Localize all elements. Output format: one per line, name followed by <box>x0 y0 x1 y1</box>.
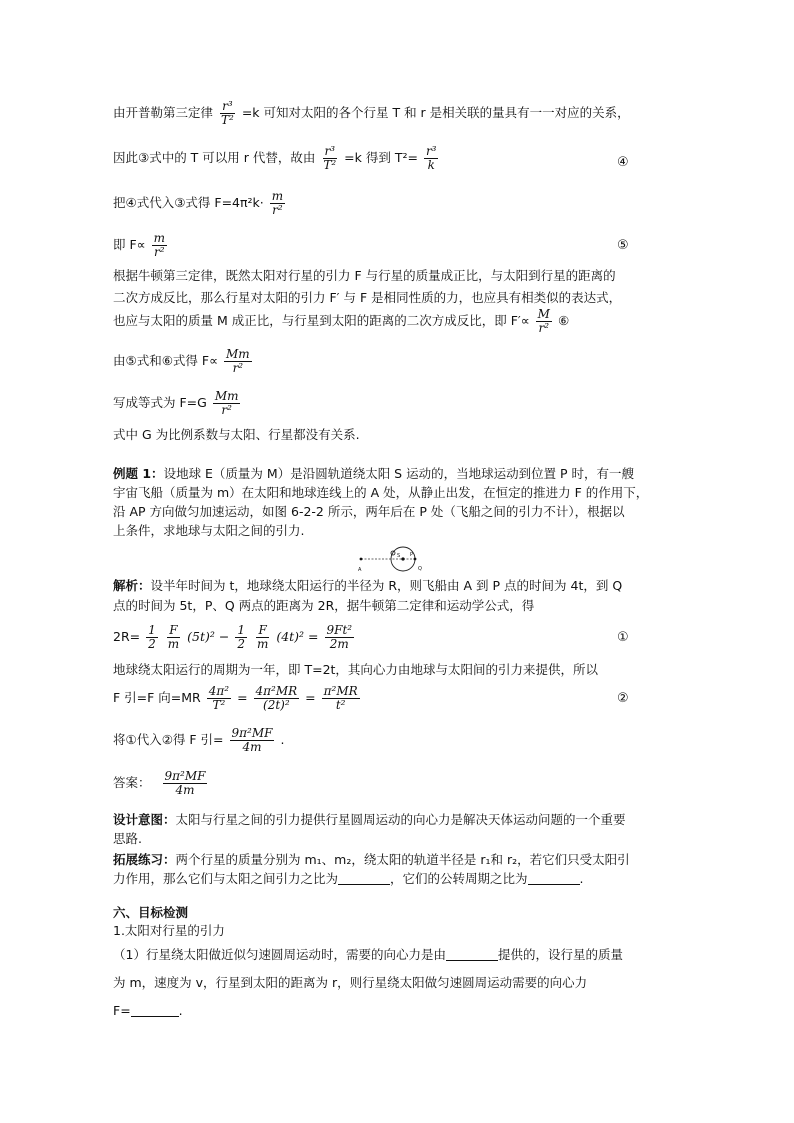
equation-number-4: ④ <box>617 155 629 170</box>
sun-S <box>401 557 404 560</box>
analysis-line-2: 点的时间为 5t，P、Q 两点的距离为 2R，据牛顿第二定律和运动学公式，得 <box>113 598 535 613</box>
design-line-1: 设计意图：太阳与行星之间的引力提供行星圆周运动的向心力是解决天体运动问题的一个重要 <box>113 812 626 827</box>
equation-number-2: ② <box>617 691 629 706</box>
derivation-line-1: 由开普勒第三定律 $\frac{\text{r³}}{\text{T²}}$ =k 可知对太阳的各个行星 T 和 r 是相关联的量具有一一对应的关系， <box>113 99 630 127</box>
example-line-4: 上条件，求地球与太阳之间的引力. <box>113 523 305 538</box>
example-line-3: 沿 AP 方向做匀加速运动，如图 6-2-2 所示，两年后在 P 处（飞船之间的引力不计），根据以 <box>113 504 625 519</box>
answer-fraction: $\frac{\text{9π²MF}}{4m}$ <box>164 769 206 797</box>
answer-blank[interactable] <box>131 1004 179 1017</box>
example-line-2: 宇宙飞船（质量为 m）在太阳和地球连线上的 A 处，从静止出发，在恒定的推进力 F 的作用下， <box>113 485 649 500</box>
answer-line <box>113 770 209 797</box>
equation-number-1: ① <box>617 630 629 645</box>
answer-blank[interactable] <box>446 948 498 961</box>
analysis-line-1: 解析：设半年时间为 t，地球绕太阳运行的半径为 R，则飞船由 A 到 P 点的时间为 4t，到 Q <box>113 578 623 593</box>
derivation-line-4: 即 F∝ $\frac{m}{\text{r²}}$ <box>113 231 165 259</box>
fraction-Mm-r2: $\frac{Mm}{\text{r²}}$ <box>226 347 250 375</box>
equation-number-5: ⑤ <box>617 238 629 253</box>
equation-1: 2R= $\frac{1}{2}$ $\frac{F}{m}$ (5t)² − $\frac{1}{2}$ $\frac{F}{m}$ (4t)² = $\frac{\text{9Ft²}}{2m}$ <box>113 623 353 651</box>
analysis-line-4: 将①代入②得 F 引= $\frac{\text{9π²MF}}{4m}$ . <box>113 726 285 754</box>
fraction-r3-k: $\frac{\text{r³}}{k}$ <box>425 144 437 172</box>
design-label: 设计意图： <box>113 812 176 827</box>
derivation-line-3: 把④式代入③式得 F=4π²k· $\frac{m}{\text{r²}}$ <box>113 189 284 217</box>
orbit-figure <box>355 544 435 574</box>
figure-label-P: P <box>410 552 414 558</box>
point-P <box>414 558 417 561</box>
design-line-2: 思路. <box>113 831 142 846</box>
extension-line-1: 拓展练习：两个行星的质量分别为 m₁、m₂，绕太阳的轨道半径是 r₁和 r₂，若它们只受太阳引 <box>113 852 630 867</box>
question-line-3: F= . <box>113 1003 183 1018</box>
example-label: 例题 1： <box>113 466 164 481</box>
fraction-M-r2: $\frac{M}{\text{r²}}$ <box>537 307 550 335</box>
derivation-line-2: 因此③式中的 T 可以用 r 代替，故由 $\frac{\text{r³}}{\text{T²}}$ =k 得到 T²= $\frac{\text{r³}}{k}$ <box>113 144 437 172</box>
analysis-line-3: 地球绕太阳运行的周期为一年，即 T=2t，其向心力由地球与太阳间的引力来提供，所以 <box>113 662 598 677</box>
derivation-line-6: 二次方成反比，那么行星对太阳的引力 F′ 与 F 是相同性质的力，也应具有相类似的表达式， <box>113 290 622 305</box>
extension-label: 拓展练习： <box>113 852 176 867</box>
extension-line-2: 力作用，那么它们与太阳之间引力之比为 ，它们的公转周期之比为 . <box>113 871 584 886</box>
answer-blank[interactable] <box>528 872 580 885</box>
figure-label-S: S <box>397 553 401 559</box>
fraction-r3-T2: $\frac{\text{r³}}{\text{T²}}$ <box>323 144 337 172</box>
answer-label: 答案： <box>113 775 151 790</box>
question-line-1: （1）行星绕太阳做近似匀速圆周运动时，需要的向心力是由 提供的，设行星的质量 <box>113 947 623 962</box>
derivation-line-7: 也应与太阳的质量 M 成正比，与行星到太阳的距离的二次方成反比，即 F′∝ $\frac{M}{\text{r²}}$ ⑥ <box>113 307 570 335</box>
equation-number-6: ⑥ <box>557 313 570 328</box>
equation-2: F 引=F 向=MR $\frac{\text{4π²}}{\text{T²}}$ = $\frac{\text{4π²MR}}{\text{(2t)²}}$ = $\frac{\text{π²MR}}{\text{t²}}$ <box>113 684 358 712</box>
answer-blank[interactable] <box>338 872 390 885</box>
derivation-line-5: 根据牛顿第三定律，既然太阳对行星的引力 F 与行星的质量成正比，与太阳到行星的距离的 <box>113 268 616 283</box>
subsection-heading: 1.太阳对行星的引力 <box>113 923 225 938</box>
example-line-1: 例题 1：设地球 E（质量为 M）是沿圆轨道绕太阳 S 运动的，当地球运动到位置 P 时，有一艘 <box>113 466 635 481</box>
fraction-m-r2: $\frac{m}{\text{r²}}$ <box>153 231 165 259</box>
section-heading: 六、目标检测 <box>113 905 189 920</box>
fraction-Mm-r2: $\frac{Mm}{\text{r²}}$ <box>214 389 239 417</box>
fraction-m-r2: $\frac{m}{\text{r²}}$ <box>271 189 284 217</box>
figure-label-Q: Q <box>418 566 422 572</box>
fraction-r3-T2: $\frac{\text{r³}}{\text{T²}}$ <box>221 99 234 127</box>
derivation-line-10: 式中 G 为比例系数与太阳、行星都没有关系. <box>113 427 360 442</box>
question-line-2: 为 m，速度为 v，行星到太阳的距离为 r，则行星绕太阳做匀速圆周运动需要的向心力 <box>113 975 588 990</box>
derivation-line-8: 由⑤式和⑥式得 F∝ $\frac{Mm}{\text{r²}}$ <box>113 347 250 375</box>
point-A <box>360 558 363 561</box>
analysis-label: 解析： <box>113 578 151 593</box>
figure-label-A: A <box>358 567 362 573</box>
derivation-line-9: 写成等式为 F=G $\frac{Mm}{\text{r²}}$ <box>113 389 239 417</box>
